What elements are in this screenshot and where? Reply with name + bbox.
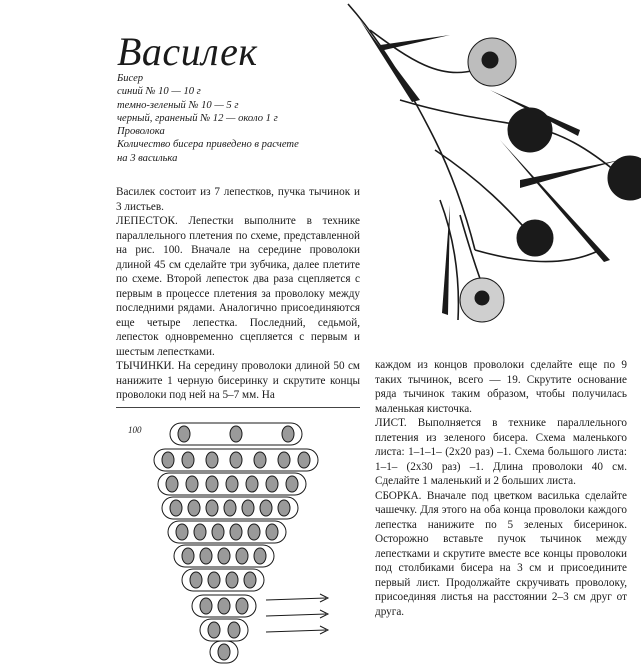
bead: [286, 476, 298, 492]
bead: [298, 452, 310, 468]
bead: [236, 548, 248, 564]
divider-line: [116, 407, 360, 408]
bead: [182, 452, 194, 468]
petal-paragraph: ЛЕПЕСТОК. Лепестки выполните в технике параллельного плетения по схеме, представленной на рис. 100. Вначале на середине проволоки длиной 45 см сделайте три зубчика, далее плетите по схеме. Второй лепесток два раза сцепляется с первым в процессе плетения за проволоку между последними рядами. Аналогично присоединяются еще четыре лепестка. Последний, седьмой, лепесток одновременно сцепляется с первым и шестым лепестками.: [116, 215, 360, 358]
bead: [226, 572, 238, 588]
bead: [208, 622, 220, 638]
bead: [206, 452, 218, 468]
bead: [242, 500, 254, 516]
bead: [190, 572, 202, 588]
materials-line: черный, граненый № 12 — около 1 г: [117, 112, 278, 124]
bead: [266, 524, 278, 540]
bead: [166, 476, 178, 492]
bead: [260, 500, 272, 516]
bead: [206, 476, 218, 492]
bead-scheme: [154, 423, 328, 663]
materials-line: Бисер: [117, 73, 144, 84]
bead: [278, 500, 290, 516]
bead: [248, 524, 260, 540]
stamens-continued-paragraph: каждом из концов проволоки сделайте еще по 9 таких тычинок, всего — 19. Скрутите основание ряда тычинок таким образом, чтобы получилась маленькая кисточка.: [375, 359, 627, 415]
bead: [236, 598, 248, 614]
intro-paragraph: Василек состоит из 7 лепестков, пучка тычинок и 3 листьев.: [116, 186, 360, 213]
bead: [186, 476, 198, 492]
right-text-column: [375, 358, 627, 619]
materials-line: темно-зеленый № 10 — 5 г: [117, 99, 239, 111]
materials-list: [117, 72, 367, 165]
bead: [208, 572, 220, 588]
leaf-paragraph: ЛИСТ. Выполняется в технике параллельного плетения из зеленого бисера. Схема маленького листа: 1–1–1– (2х20 раз) –1. Схема большого листа: 1–1– (2х30 раз) –1. Длина проволоки 40 см. Сделайте 1 маленький и 2 больших листа.: [375, 417, 627, 487]
bead: [230, 524, 242, 540]
wire-arrow: [266, 614, 326, 616]
flower-head: [460, 38, 641, 322]
bead: [176, 524, 188, 540]
bead: [226, 476, 238, 492]
bead: [228, 622, 240, 638]
bead: [218, 548, 230, 564]
figure-number: 100: [128, 425, 142, 435]
materials-line: Количество бисера приведено в расчете: [117, 139, 299, 151]
bead: [246, 476, 258, 492]
bead: [282, 426, 294, 442]
wire-arrow: [266, 598, 326, 600]
wire-loop: [200, 619, 248, 641]
bead: [218, 598, 230, 614]
bead: [178, 426, 190, 442]
bead: [230, 426, 242, 442]
bead: [278, 452, 290, 468]
bead: [182, 548, 194, 564]
materials-line: синий № 10 — 10 г: [117, 86, 201, 98]
bead: [188, 500, 200, 516]
assembly-paragraph: СБОРКА. Вначале под цветком василька сделайте чашечку. Для этого на оба конца проволоки каждого лепестка нанижите по 5 зеленых бисеринок. Осторожно вставьте пучок тычинок между лепестками и скрутите вместе все концы проволоки под столбиками бисера на 3 см и присоедините первый лист. Продолжайте скручивать проволоку, присоединяя листья на расстоянии 2–3 см друг от друга.: [375, 489, 627, 618]
bead: [206, 500, 218, 516]
bead: [212, 524, 224, 540]
bead: [254, 452, 266, 468]
stamens-paragraph: ТЫЧИНКИ. На середину проволоки длиной 50 см нанижите 1 черную бисеринку и скрутите концы проволоки под ней на 5–7 мм. На: [116, 360, 360, 401]
bead: [224, 500, 236, 516]
bead: [218, 644, 230, 660]
cornflower-illustration: [340, 0, 641, 360]
bead: [230, 452, 242, 468]
page-title: Василек: [117, 29, 258, 74]
wire-arrow: [266, 630, 326, 632]
bead: [200, 598, 212, 614]
bead: [244, 572, 256, 588]
materials-line: Проволока: [117, 126, 165, 138]
bead: [162, 452, 174, 468]
bead: [194, 524, 206, 540]
bead-scheme-figure: [116, 416, 360, 672]
bead: [254, 548, 266, 564]
bead: [200, 548, 212, 564]
left-text-column: [116, 185, 360, 403]
bead: [266, 476, 278, 492]
bead: [170, 500, 182, 516]
materials-line: на 3 василька: [117, 152, 178, 164]
